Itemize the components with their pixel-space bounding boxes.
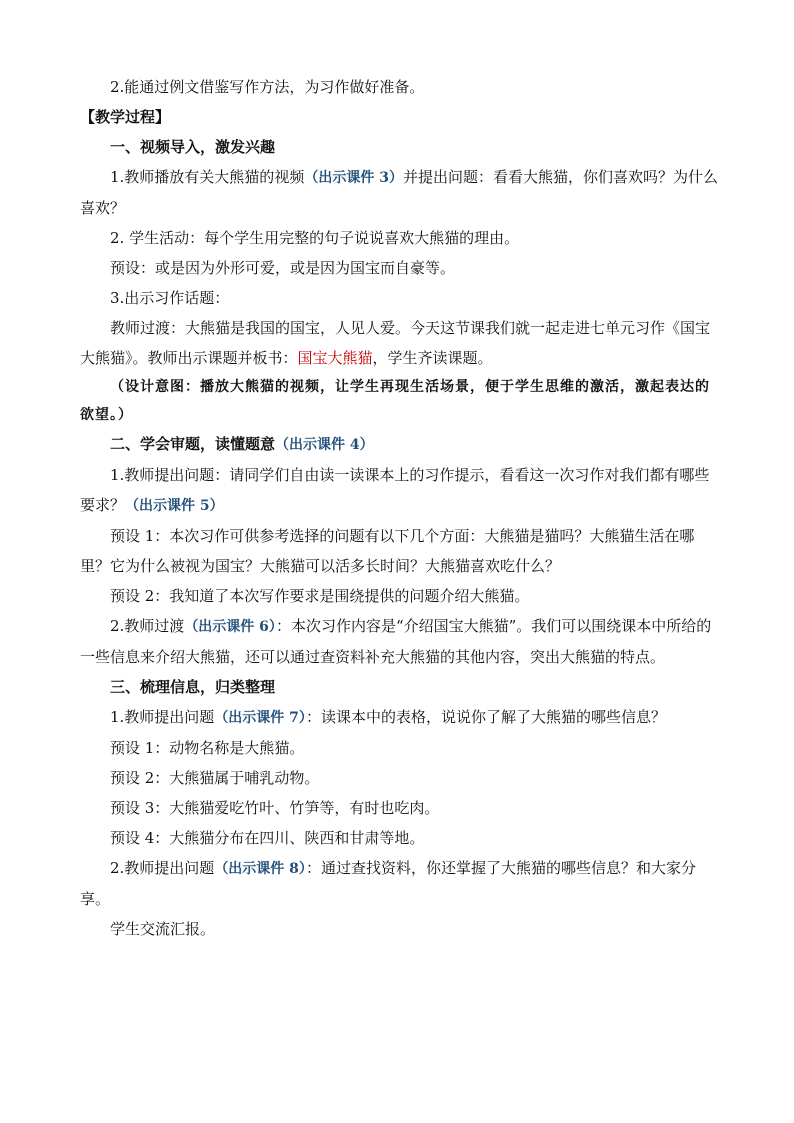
process-title: 【教学过程】: [80, 108, 171, 126]
courseware-ref-4: （出示课件 4）: [275, 437, 374, 453]
section3-p6-text-b: ：通过查找资料，你还掌握了大熊猫的哪些信息？和大家分享。: [80, 859, 696, 908]
section1-paragraph-1: [80, 162, 720, 223]
section2-p1-text-a: 1.教师提出问题：请同学们自由读一读课本上的习作提示，看看这一次习作对我们都有哪些要求？: [80, 466, 710, 514]
section1-p1-text-a: 1.教师播放有关大熊猫的视频: [110, 168, 305, 186]
section3-heading: 三、梳理信息，归类整理: [110, 678, 276, 696]
section1-paragraph-4: 3.出示习作话题：: [110, 289, 230, 307]
courseware-ref-3: （出示课件 3）: [304, 170, 403, 186]
section1-paragraph-5: [80, 313, 720, 373]
section1-p5-text-a: 教师过渡：大熊猫是我国的国宝，人见人爱。今天这节课我们就一起走进七单元习作《国宝大熊猫》。教师出示课题并板书：: [80, 319, 711, 367]
board-title-highlight: 国宝大熊猫: [297, 349, 373, 367]
section1-paragraph-3: 预设：或是因为外形可爱，或是因为国宝而自豪等。: [110, 259, 456, 277]
section3-paragraph-2: 预设 1：动物名称是大熊猫。: [110, 739, 305, 757]
section3-paragraph-1: [80, 702, 720, 733]
section1-p1-text-b: 并提出问题：看看大熊猫，你们喜欢吗？为什么喜欢？: [80, 168, 718, 217]
section3-paragraph-7: 学生交流汇报。: [110, 920, 216, 938]
courseware-ref-7: （出示课件 7）: [214, 710, 306, 726]
section2-p4-text-a: 2.教师过渡: [110, 617, 185, 635]
section2-paragraph-4: [80, 611, 720, 672]
section2-paragraph-1: [80, 460, 720, 521]
courseware-ref-6: （出示课件 6）: [184, 619, 276, 635]
section2-heading-text: 二、学会审题，读懂题意: [110, 435, 276, 453]
section2-paragraph-3: 预设 2：我知道了本次写作要求是围绕提供的问题介绍大熊猫。: [110, 587, 530, 605]
section3-paragraph-6: [80, 853, 720, 914]
section3-p6-text-a: 2.教师提出问题: [110, 859, 215, 877]
section2-p4-text-b: ：本次习作内容是“介绍国宝大熊猫”。我们可以围绕课本中所给的一些信息来介绍大熊猫，还可以通过查资料补充大熊猫的其他内容，突出大熊猫的特点。: [80, 617, 712, 666]
section3-p1-text-b: ：读课本中的表格，说说你了解了大熊猫的哪些信息？: [305, 708, 666, 726]
section1-heading: 一、视频导入，激发兴趣: [110, 138, 276, 156]
section3-paragraph-4: 预设 3：大熊猫爱吃竹叶、竹笋等，有时也吃肉。: [110, 799, 440, 817]
objective-item-2: 2.能通过例文借鉴写作方法，为习作做好准备。: [110, 78, 425, 96]
section3-paragraph-5: 预设 4：大熊猫分布在四川、陕西和甘肃等地。: [110, 829, 425, 847]
section3-p1-text-a: 1.教师提出问题: [110, 708, 215, 726]
design-intent: （设计意图：播放大熊猫的视频，让学生再现生活场景，便于学生思维的激活，激起表达的欲望。）: [80, 379, 710, 423]
section3-paragraph-3: 预设 2：大熊猫属于哺乳动物。: [110, 769, 320, 787]
section1-p5-text-b: ，学生齐读课题。: [372, 349, 493, 367]
courseware-ref-5: （出示课件 5）: [125, 498, 224, 514]
section2-paragraph-2: 预设 1：本次习作可供参考选择的问题有以下几个方面：大熊猫是猫吗？大熊猫生活在哪里？它为什么被视为国宝？大熊猫可以活多长时间？大熊猫喜欢吃什么？: [80, 527, 695, 575]
section2-heading: [80, 429, 720, 460]
document-page: [80, 72, 720, 944]
section1-paragraph-2: 2. 学生活动：每个学生用完整的句子说说喜欢大熊猫的理由。: [110, 229, 520, 247]
courseware-ref-8: （出示课件 8）: [214, 861, 306, 877]
